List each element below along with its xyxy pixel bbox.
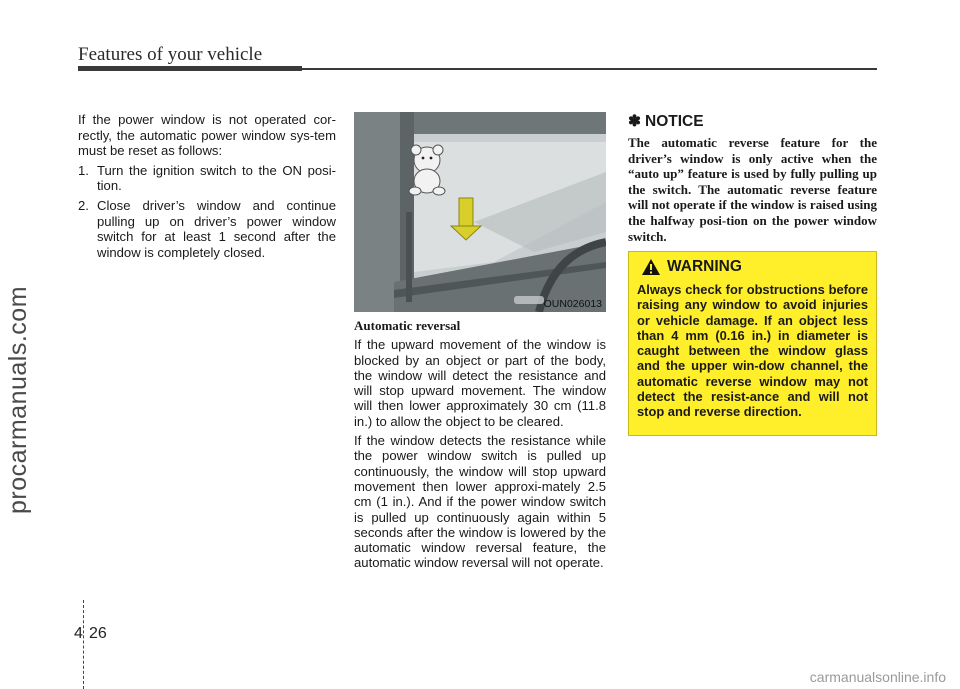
step-number: 2.	[78, 197, 89, 213]
warning-title: WARNING	[667, 258, 742, 275]
warning-body: Always check for obstructions before raising any window to avoid injuries or vehicle damage. If an object less than 4 mm (0.16 in.) in diameter is caught between the window glass and the upper win-dow channel, the automatic reverse window may not detect the resist-ance and will not stop and reverse direction.	[637, 282, 868, 420]
notice-asterisk-icon: ✽	[628, 113, 641, 130]
automatic-reversal-heading: Automatic reversal	[354, 318, 461, 333]
reset-step	[78, 163, 336, 194]
side-watermark-text: procarmanuals.com	[4, 285, 32, 515]
notice-title: NOTICE	[645, 112, 704, 130]
reset-intro: If the power window is not operated cor-rectly, the automatic power window sys-tem must be reset as follows:	[78, 112, 336, 159]
window-photo	[354, 112, 606, 312]
car-window-illustration	[354, 112, 606, 312]
page-header-title: Features of your vehicle	[78, 44, 263, 65]
step-text: Turn the ignition switch to the ON posi-tion.	[97, 162, 336, 194]
automatic-reversal-paragraph-2: If the window detects the resistance while the power window switch is pulled up continuously, the window will stop upward movement then lower approxi-mately 2.5 cm (1 in.). And if the power window switch is pulled up continuously again within 5 seconds after the window is lowered by the automatic window reversal feature, the automatic window reversal will not operate.	[354, 433, 606, 571]
notice-body: The automatic reverse feature for the driver’s window is only active when the “auto up” feature is used by fully pulling up the switch. The automatic reverse feature will not operate if the window is raised using the halfway posi-tion on the power window switch.	[628, 135, 877, 244]
header-rule-thin	[302, 68, 877, 70]
step-number: 1.	[78, 162, 89, 178]
warning-box	[628, 251, 877, 436]
reset-step	[78, 198, 336, 260]
automatic-reversal-paragraph-1: If the upward movement of the window is blocked by an object or part of the body, the window will detect the resistance and will stop upward movement. The window will then lower approximately 30 cm (11.8 in.) to allow the object to be cleared.	[354, 337, 606, 429]
chapter-number: 4	[74, 625, 83, 642]
column-2	[354, 318, 606, 575]
reset-steps	[78, 163, 336, 261]
warning-triangle-icon	[641, 258, 661, 276]
figure-code: OUN026013	[543, 298, 602, 310]
bottom-watermark: carmanualsonline.info	[809, 669, 946, 685]
header-rule-thick	[78, 66, 302, 71]
page-divider-dashed	[83, 600, 84, 689]
column-1	[78, 112, 336, 264]
page-number: 26	[89, 625, 107, 642]
notice-box	[628, 112, 877, 244]
step-text: Close driver’s window and continue pulling up on driver’s power window switch for at least 1 second after the window is completely closed.	[97, 197, 336, 260]
